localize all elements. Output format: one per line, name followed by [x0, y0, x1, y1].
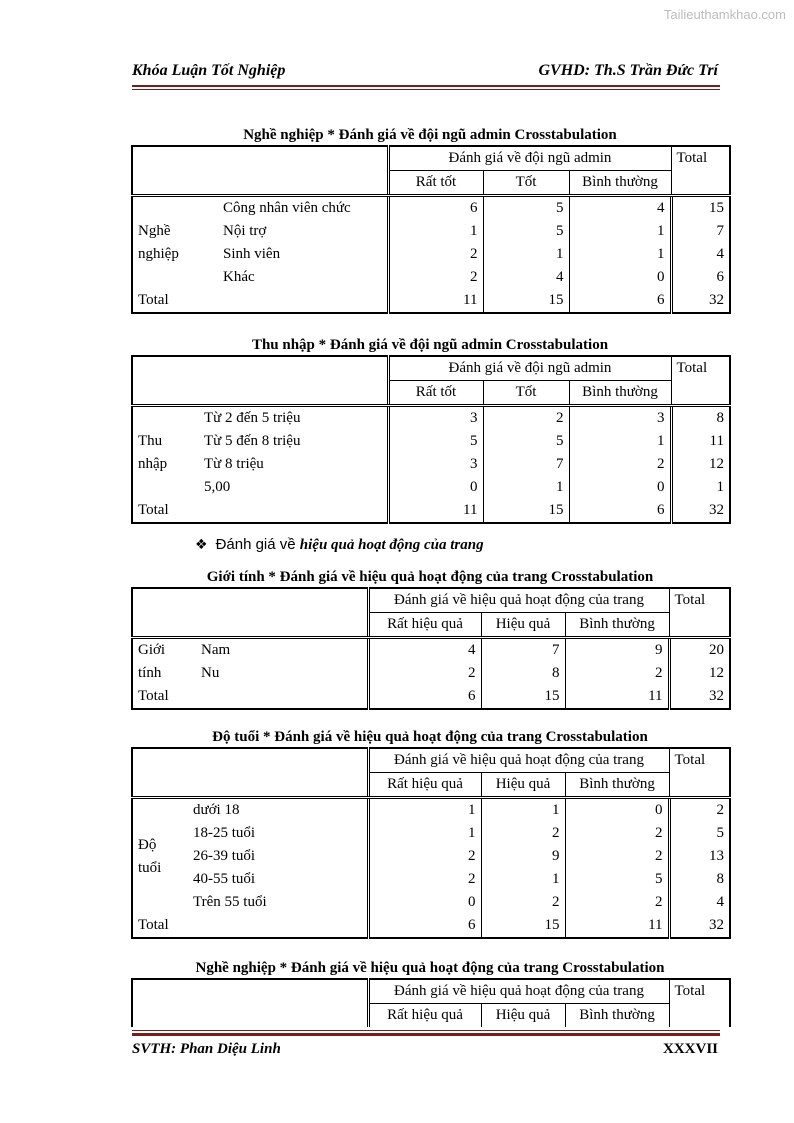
row-label: dưới 18	[193, 802, 240, 818]
cell: 2	[368, 868, 481, 891]
table-row	[132, 266, 730, 289]
cell: 3	[388, 406, 483, 431]
col-header: Hiệu quả	[481, 773, 565, 798]
footer-left: SVTH: Phan Diệu Linh	[132, 1041, 281, 1057]
col-header: Hiệu quả	[481, 1004, 565, 1028]
row-label: Total	[138, 502, 169, 518]
table-row	[132, 430, 730, 453]
header-rule-thin	[132, 89, 720, 90]
cell-total: 20	[669, 638, 730, 663]
cell: 2	[483, 406, 569, 431]
table1-title: Nghề nghiệp * Đánh giá về đội ngũ admin Crosstabulation	[243, 127, 617, 143]
group-header: Đánh giá về hiệu quả hoạt động của trang	[368, 748, 669, 773]
cell: 11	[388, 289, 483, 313]
group-header: Đánh giá về đội ngũ admin	[388, 356, 671, 381]
table-row	[132, 638, 730, 663]
row-label: 26-39 tuổi	[193, 848, 256, 864]
cell: 3	[388, 453, 483, 476]
table-row	[132, 845, 730, 868]
cell: 1	[569, 243, 671, 266]
row-label: Nội trợ	[223, 223, 267, 239]
cell: 1	[483, 243, 569, 266]
total-row	[132, 914, 730, 938]
header-right: GVHD: Th.S Trần Đức Trí	[538, 62, 718, 79]
cell: 2	[565, 822, 669, 845]
cell: 5	[483, 196, 569, 221]
page-header	[132, 62, 718, 84]
table-row	[132, 822, 730, 845]
footer-rule	[132, 1033, 720, 1036]
cell: 2	[388, 266, 483, 289]
corner-cell	[132, 356, 388, 406]
table-row	[132, 662, 730, 685]
cell-total: 13	[669, 845, 730, 868]
table-row	[132, 406, 730, 431]
col-header: Rất tốt	[388, 171, 483, 196]
total-header: Total	[671, 356, 730, 406]
table4-title: Độ tuổi * Đánh giá về hiệu quả hoạt động của trang Crosstabulation	[212, 729, 648, 745]
page-footer	[132, 1041, 718, 1061]
table2-title: Thu nhập * Đánh giá về đội ngũ admin Crosstabulation	[251, 337, 609, 353]
total-header: Total	[669, 979, 730, 1027]
col-header: Bình thường	[565, 1004, 669, 1028]
row-label: Trên 55 tuổi	[193, 894, 267, 910]
cell: 7	[481, 638, 565, 663]
cell: 6	[368, 914, 481, 938]
total-row	[132, 685, 730, 709]
cell: 3	[569, 406, 671, 431]
cell: 4	[483, 266, 569, 289]
cell: 11	[565, 914, 669, 938]
cell: 0	[388, 476, 483, 499]
row-label: 18-25 tuổi	[193, 825, 256, 841]
row-label: Total	[138, 292, 169, 308]
row-label: Từ 8 triệu	[204, 456, 264, 472]
cell-total: 32	[669, 685, 730, 709]
cell: 2	[368, 662, 481, 685]
row-label: 5,00	[204, 479, 231, 495]
header-rule	[132, 85, 720, 87]
cell: 1	[368, 798, 481, 823]
crosstab-table-4	[131, 747, 731, 939]
cell: 9	[481, 845, 565, 868]
cell: 2	[388, 243, 483, 266]
table-row	[132, 220, 730, 243]
cell: 9	[565, 638, 669, 663]
cell-total: 11	[671, 430, 730, 453]
cell: 5	[483, 430, 569, 453]
cell: 15	[483, 499, 569, 523]
row-label: 40-55 tuổi	[193, 871, 256, 887]
corner-cell	[132, 146, 388, 196]
group-header: Đánh giá về hiệu quả hoạt động của trang	[368, 979, 669, 1004]
row-label: Total	[138, 917, 169, 933]
cell: 1	[483, 476, 569, 499]
page-number: XXXVII	[662, 1041, 718, 1057]
cell-total: 5	[669, 822, 730, 845]
cell: 8	[481, 662, 565, 685]
cell-total: 8	[671, 406, 730, 431]
cell-total: 4	[671, 243, 730, 266]
row-label: Nu	[201, 665, 220, 681]
row-label: Công nhân viên chức	[223, 200, 351, 216]
bullet-emphasis: hiệu quả hoạt động của trang	[299, 537, 484, 553]
col-header: Bình thường	[565, 773, 669, 798]
table5-title: Nghề nghiệp * Đánh giá về hiệu quả hoạt động của trang Crosstabulation	[195, 960, 665, 976]
cell: 5	[388, 430, 483, 453]
cell-total: 32	[671, 289, 730, 313]
watermark: Tailieuthamkhao.com	[663, 7, 786, 22]
cell-total: 1	[671, 476, 730, 499]
row-group-label: Độ tuổi	[138, 836, 162, 876]
col-header: Bình thường	[565, 613, 669, 638]
header-left: Khóa Luận Tốt Nghiệp	[132, 62, 286, 79]
row-label: Total	[138, 688, 169, 704]
cell-total: 4	[669, 891, 730, 914]
row-group-label: Nghề nghiệp	[138, 223, 179, 262]
cell: 5	[565, 868, 669, 891]
col-header: Tốt	[483, 381, 569, 406]
cell-total: 32	[671, 499, 730, 523]
cell: 2	[481, 891, 565, 914]
cell: 6	[569, 289, 671, 313]
group-header: Đánh giá về đội ngũ admin	[388, 146, 671, 171]
col-header: Bình thường	[569, 171, 671, 196]
row-label: Khác	[223, 269, 255, 285]
footer-rule-thin	[132, 1030, 720, 1031]
crosstab-table-2	[131, 355, 731, 524]
row-group-label: Giới tính	[138, 642, 166, 681]
cell: 15	[481, 685, 565, 709]
cell: 1	[569, 220, 671, 243]
corner-cell	[132, 979, 368, 1027]
cell-total: 32	[669, 914, 730, 938]
cell: 2	[565, 891, 669, 914]
col-header: Rất hiệu quả	[368, 1004, 481, 1028]
row-group-label: Thu nhập	[138, 433, 168, 472]
cell: 1	[481, 798, 565, 823]
cell-total: 8	[669, 868, 730, 891]
col-header: Bình thường	[569, 381, 671, 406]
col-header: Tốt	[483, 171, 569, 196]
cell: 2	[565, 662, 669, 685]
table-row	[132, 798, 730, 823]
total-header: Total	[669, 588, 730, 638]
cell: 4	[569, 196, 671, 221]
cell-total: 6	[671, 266, 730, 289]
cell-total: 15	[671, 196, 730, 221]
section-bullet	[195, 536, 484, 554]
corner-cell	[132, 588, 368, 638]
crosstab-table-5	[131, 978, 731, 1027]
table-row	[132, 243, 730, 266]
crosstab-table-3	[131, 587, 731, 710]
cell: 2	[569, 453, 671, 476]
cell: 0	[368, 891, 481, 914]
table3-title: Giới tính * Đánh giá về hiệu quả hoạt động của trang Crosstabulation	[206, 569, 654, 585]
cell: 2	[368, 845, 481, 868]
total-header: Total	[669, 748, 730, 798]
cell: 0	[569, 476, 671, 499]
col-header: Hiệu quả	[481, 613, 565, 638]
row-label: Từ 2 đến 5 triệu	[204, 410, 301, 426]
cell: 6	[368, 685, 481, 709]
table-row	[132, 891, 730, 914]
table-row	[132, 453, 730, 476]
row-label: Từ 5 đến 8 triệu	[204, 433, 301, 449]
cell: 1	[569, 430, 671, 453]
table-row	[132, 868, 730, 891]
row-label: Nam	[201, 642, 231, 658]
cell: 6	[388, 196, 483, 221]
diamond-bullet-icon: ❖	[195, 537, 208, 553]
row-label: Sinh viên	[223, 246, 281, 262]
group-header: Đánh giá về hiệu quả hoạt động của trang	[368, 588, 669, 613]
cell: 15	[481, 914, 565, 938]
cell: 15	[483, 289, 569, 313]
cell: 11	[388, 499, 483, 523]
cell: 1	[388, 220, 483, 243]
cell-total: 2	[669, 798, 730, 823]
total-row	[132, 289, 730, 313]
cell: 5	[483, 220, 569, 243]
cell: 0	[565, 798, 669, 823]
table-row	[132, 196, 730, 221]
col-header: Rất hiệu quả	[368, 613, 481, 638]
cell: 7	[483, 453, 569, 476]
col-header: Rất hiệu quả	[368, 773, 481, 798]
cell-total: 12	[669, 662, 730, 685]
cell: 0	[569, 266, 671, 289]
cell-total: 12	[671, 453, 730, 476]
cell-total: 7	[671, 220, 730, 243]
bullet-text: Đánh giá về	[215, 536, 300, 553]
cell: 11	[565, 685, 669, 709]
cell: 2	[481, 822, 565, 845]
cell: 2	[565, 845, 669, 868]
total-row	[132, 499, 730, 523]
table-row	[132, 476, 730, 499]
cell: 1	[368, 822, 481, 845]
col-header: Rất tốt	[388, 381, 483, 406]
cell: 4	[368, 638, 481, 663]
crosstab-table-1	[131, 145, 731, 314]
cell: 6	[569, 499, 671, 523]
total-header: Total	[671, 146, 730, 196]
cell: 1	[481, 868, 565, 891]
corner-cell	[132, 748, 368, 798]
